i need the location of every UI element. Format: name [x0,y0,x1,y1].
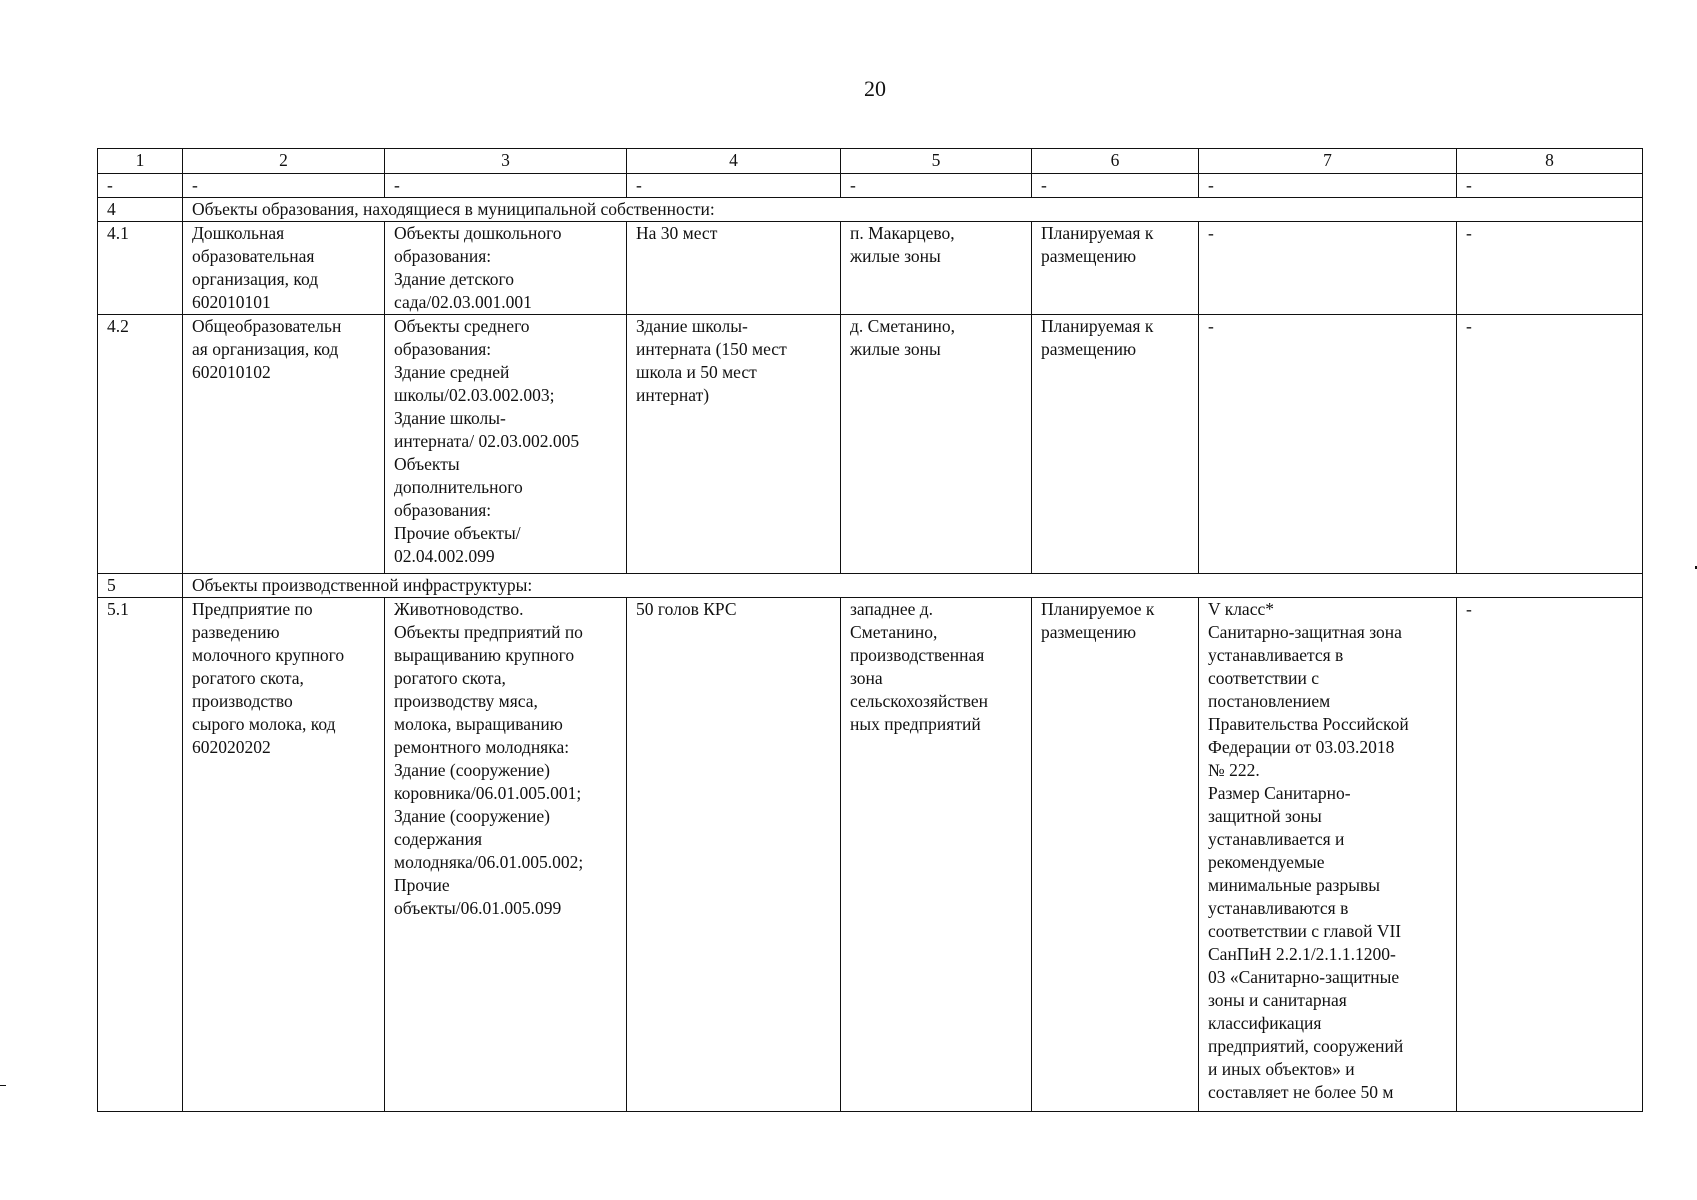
cell-line: образования: [394,500,492,520]
dash-cell: - [385,174,627,198]
cell-line: Здание средней [394,362,510,382]
header-cell: 2 [183,149,385,174]
dash-cell: - [1199,174,1457,198]
header-cell: 5 [841,149,1032,174]
cell-line: молочного крупного [192,645,345,665]
cell-line: На 30 мест [636,223,718,243]
cell-line: молока, выращиванию [394,714,563,734]
cell-line: размещению [1041,339,1137,359]
header-cell: 3 [385,149,627,174]
notes-cell: - [1457,598,1643,1112]
row-number: 5.1 [98,598,183,1112]
page-number: 20 [864,76,886,101]
cell-line: выращиванию крупного [394,645,575,665]
cell-line: зоны и санитарная [1208,990,1347,1010]
zone-cell [1199,598,1457,1112]
section-row-production [98,574,1643,598]
cell-line: размещению [1041,622,1137,642]
cell-line: предприятий, сооружений [1208,1036,1404,1056]
cell-line: СанПиН 2.2.1/2.1.1.1200- [1208,944,1396,964]
cell-line: жилые зоны [850,339,941,359]
cell-line: Объекты предприятий по [394,622,583,642]
cell-line: школы/02.03.002.003; [394,385,555,405]
cell-line: производству мяса, [394,691,538,711]
cell-line: Сметанино, [850,622,938,642]
cell-line: № 222. [1208,760,1260,780]
cell-line: интерната (150 мест [636,339,787,359]
cell-line: производство [192,691,293,711]
header-cell: 6 [1032,149,1199,174]
cell-line: объекты/06.01.005.099 [394,898,562,918]
cell-line: Прочие объекты/ [394,523,521,543]
column-number-row [98,149,1643,174]
cell-line: сырого молока, код [192,714,336,734]
cell-line: защитной зоны [1208,806,1322,826]
object-name-cell [183,598,385,1112]
cell-line: классификация [1208,1013,1322,1033]
zone-cell: - [1199,315,1457,574]
cell-line: Здание (сооружение) [394,806,550,826]
dash-cell: - [98,174,183,198]
cell-line: минимальные разрывы [1208,875,1380,895]
cell-line: Федерации от 03.03.2018 [1208,737,1395,757]
object-name-cell [183,315,385,574]
status-cell [1032,222,1199,315]
status-cell [1032,315,1199,574]
cell-line: ремонтного молодняка: [394,737,570,757]
cell-line: постановлением [1208,691,1331,711]
cell-line: молодняка/06.01.005.002; [394,852,584,872]
cell-line: Правительства Российской [1208,714,1409,734]
section-title: Объекты образования, находящиеся в муниципальной собственности: [183,198,1643,222]
cell-line: образовательная [192,246,315,266]
cell-line: 50 голов КРС [636,599,737,619]
cell-line: Дошкольная [192,223,285,243]
cell-line: устанавливается и [1208,829,1345,849]
dash-cell: - [627,174,841,198]
cell-line: Объекты среднего [394,316,530,336]
capacity-cell [627,222,841,315]
capacity-cell [627,598,841,1112]
section-title: Объекты производственной инфраструктуры: [183,574,1643,598]
cell-line: соответствии с [1208,668,1320,688]
cell-line: организация, код [192,269,319,289]
cell-line: 602010101 [192,292,271,312]
cell-line: разведению [192,622,280,642]
margin-mark [0,1085,6,1086]
cell-line: Объекты дошкольного [394,223,562,243]
cell-line: п. Макарцево, [850,223,955,243]
zone-cell: - [1199,222,1457,315]
status-cell [1032,598,1199,1112]
cell-line: и иных объектов» и [1208,1059,1355,1079]
cell-line: ая организация, код [192,339,339,359]
dash-row [98,174,1643,198]
object-type-cell [385,315,627,574]
cell-line: Планируемая к [1041,223,1154,243]
cell-line: содержания [394,829,483,849]
cell-line: производственная [850,645,985,665]
cell-line: интерната/ 02.03.002.005 [394,431,580,451]
cell-line: Санитарно-защитная зона [1208,622,1402,642]
row-number: 4.1 [98,222,183,315]
cell-line: 02.04.002.099 [394,546,495,566]
cell-line: Здание детского [394,269,515,289]
cell-line: Здание школы- [636,316,748,336]
cell-line: Здание школы- [394,408,506,428]
cell-line: соответствии с главой VII [1208,921,1402,941]
objects-table [97,148,1643,1112]
cell-line: Размер Санитарно- [1208,783,1351,803]
cell-line: дополнительного [394,477,523,497]
object-type-cell [385,222,627,315]
cell-line: школа и 50 мест [636,362,757,382]
cell-line: образования: [394,246,492,266]
dash-cell: - [183,174,385,198]
cell-line: зона [850,668,883,688]
cell-line: Планируемое к [1041,599,1155,619]
row-number: 4.2 [98,315,183,574]
section-number: 4 [98,198,183,222]
header-cell: 8 [1457,149,1643,174]
section-number: 5 [98,574,183,598]
location-cell [841,222,1032,315]
cell-line: рогатого скота, [192,668,304,688]
location-cell [841,598,1032,1112]
cell-line: жилые зоны [850,246,941,266]
cell-line: Планируемая к [1041,316,1154,336]
object-name-cell [183,222,385,315]
cell-line: рогатого скота, [394,668,506,688]
table-row [98,222,1643,315]
cell-line: устанавливается в [1208,645,1344,665]
table-row [98,598,1643,1112]
cell-line: рекомендуемые [1208,852,1325,872]
cell-line: сельскохозяйствен [850,691,989,711]
cell-line: Прочие [394,875,450,895]
capacity-cell [627,315,841,574]
cell-line: Животноводство. [394,599,524,619]
object-type-cell [385,598,627,1112]
notes-cell: - [1457,315,1643,574]
section-row-education [98,198,1643,222]
header-cell: 1 [98,149,183,174]
cell-line: образования: [394,339,492,359]
cell-line: размещению [1041,246,1137,266]
cell-line: V класс* [1208,599,1274,619]
header-cell: 4 [627,149,841,174]
cell-line: Объекты [394,454,460,474]
cell-line: устанавливаются в [1208,898,1349,918]
cell-line: сада/02.03.001.001 [394,292,532,312]
cell-line: составляет не более 50 м [1208,1082,1394,1102]
header-cell: 7 [1199,149,1457,174]
cell-line: 602020202 [192,737,271,757]
cell-line: интернат) [636,385,710,405]
cell-line: коровника/06.01.005.001; [394,783,582,803]
dash-cell: - [841,174,1032,198]
cell-line: Общеобразовательн [192,316,342,336]
cell-line: западнее д. [850,599,934,619]
location-cell [841,315,1032,574]
dash-cell: - [1032,174,1199,198]
cell-line: 03 «Санитарно-защитные [1208,967,1400,987]
cell-line: д. Сметанино, [850,316,956,336]
table-row [98,315,1643,574]
cell-line: Здание (сооружение) [394,760,550,780]
cell-line: ных предприятий [850,714,981,734]
notes-cell: - [1457,222,1643,315]
cell-line: Предприятие по [192,599,313,619]
cell-line: 602010102 [192,362,271,382]
dash-cell: - [1457,174,1643,198]
